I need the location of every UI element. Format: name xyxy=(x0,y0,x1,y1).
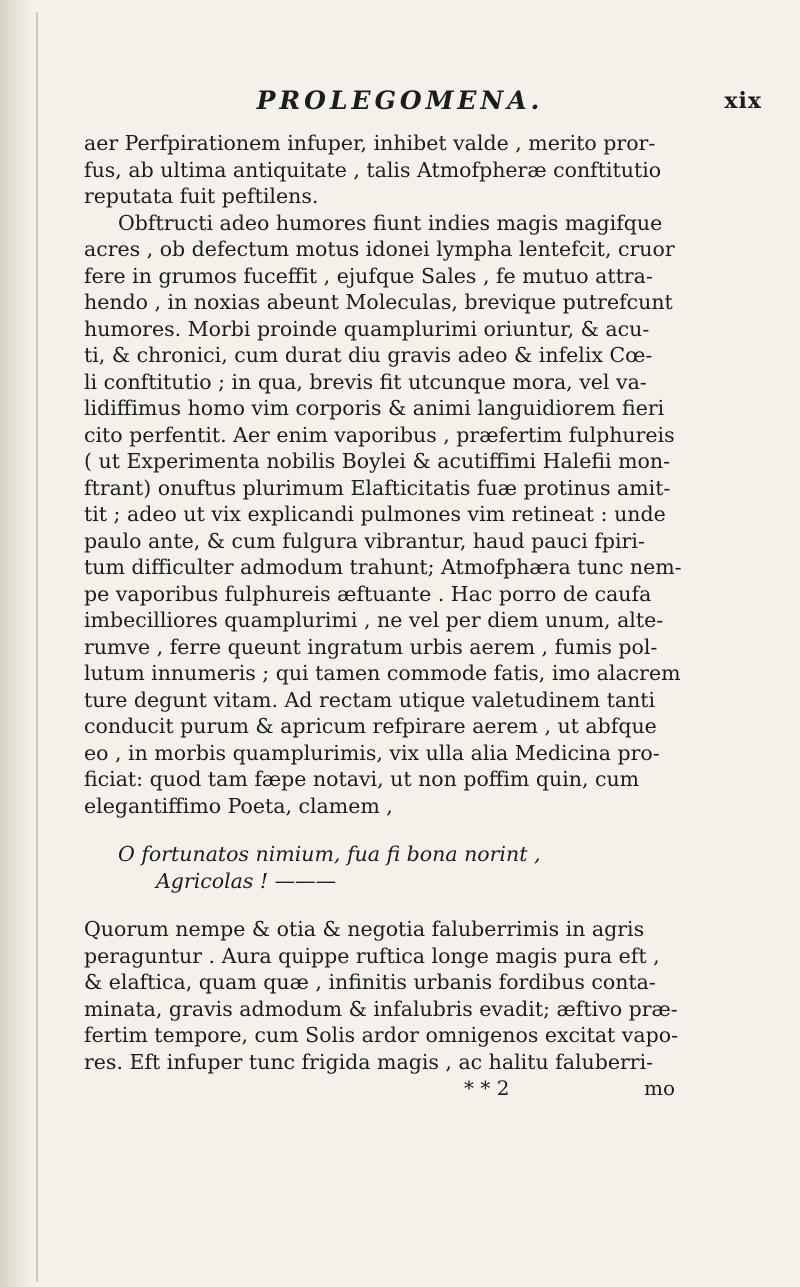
text-line: pe vaporibus fulphureis æftuante . Hac porro de caufa xyxy=(84,581,652,606)
text-line: fere in grumos fuceffit , ejufque Sales , fe mutuo attra- xyxy=(84,263,653,288)
text-line: conducit purum & apricum refpirare aerem , ut abfque xyxy=(84,714,657,738)
text-line: Obftructi adeo humores fiunt indies magis magifque xyxy=(118,210,663,235)
text-line: fus, ab ultima antiquitate , talis Atmofpheræ conftitutio xyxy=(84,157,662,182)
text-line: imbecilliores quamplurimi , ne vel per diem unum, alte- xyxy=(84,608,664,632)
catchword: mo xyxy=(644,1076,676,1100)
signature-mark: * * 2 xyxy=(464,1076,510,1100)
page-number: xix xyxy=(724,88,762,114)
page-header xyxy=(70,86,770,120)
text-line: li conftitutio ; in qua, brevis fit utcunque mora, vel va- xyxy=(84,369,647,394)
body-text xyxy=(84,130,774,1101)
text-line: acres , ob defectum motus idonei lympha lentefcit, cruor xyxy=(84,237,675,261)
verse-line: O fortunatos nimium, fua fi bona norint , xyxy=(118,842,541,866)
text-line: fertim tempore, cum Solis ardor omnigenos excitat vapo- xyxy=(84,1023,678,1047)
text-line: lutum innumeris ; qui tamen commode fatis, imo alacrem xyxy=(84,661,681,685)
binding-gutter xyxy=(0,0,34,1287)
text-line: humores. Morbi proinde quamplurimi oriuntur, & acu- xyxy=(84,316,650,341)
text-line: ftrant) onuftus plurimum Elafticitatis fuæ protinus amit- xyxy=(84,475,671,500)
text-line: & elaftica, quam quæ , infinitis urbanis fordibus conta- xyxy=(84,970,656,994)
text-line: ti, & chronici, cum durat diu gravis adeo & infelix Cœ- xyxy=(84,343,653,367)
verse-line: Agricolas ! ——— xyxy=(156,868,337,893)
text-line: ture degunt vitam. Ad rectam utique valetudinem tanti xyxy=(84,687,656,712)
text-line: lidiffimus homo vim corporis & animi languidiorem fieri xyxy=(84,396,665,420)
text-line: cito perfentit. Aer enim vaporibus , præfertim fulphureis xyxy=(84,422,675,447)
text-line: Quorum nempe & otia & negotia faluberrimis in agris xyxy=(84,917,645,941)
text-line: rumve , ferre queunt ingratum urbis aerem , fumis pol- xyxy=(84,634,658,659)
text-line: peraguntur . Aura quippe ruftica longe magis pura eft , xyxy=(84,943,660,968)
paragraph-gap xyxy=(84,819,774,841)
text-line: hendo , in noxias abeunt Moleculas, brevique putrefcunt xyxy=(84,290,673,314)
text-line: paulo ante, & cum fulgura vibrantur, haud pauci fpiri- xyxy=(84,528,645,553)
text-line: elegantiffimo Poeta, clamem , xyxy=(84,793,393,818)
paragraph-gap xyxy=(84,894,774,916)
text-line: reputata fuit peftilens. xyxy=(84,184,319,208)
text-line: ficiat: quod tam fæpe notavi, ut non poffim quin, cum xyxy=(84,767,640,791)
text-line: res. Eft infuper tunc frigida magis , ac halitu faluberri- xyxy=(84,1049,654,1074)
text-line: tum difficulter admodum trahunt; Atmofphæra tunc nem- xyxy=(84,555,682,579)
text-line: eo , in morbis quamplurimis, vix ulla alia Medicina pro- xyxy=(84,740,660,765)
text-line: aer Perfpirationem infuper, inhibet valde , merito pror- xyxy=(84,131,656,155)
text-line: tit ; adeo ut vix explicandi pulmones vim retineat : unde xyxy=(84,502,666,526)
text-line: ( ut Experimenta nobilis Boylei & acutiffimi Halefii mon- xyxy=(84,449,671,473)
margin-rule xyxy=(36,12,38,1282)
running-title: PROLEGOMENA. xyxy=(256,86,544,115)
page-footer xyxy=(84,1075,774,1101)
text-line: minata, gravis admodum & infalubris evadit; æftivo præ- xyxy=(84,996,678,1021)
